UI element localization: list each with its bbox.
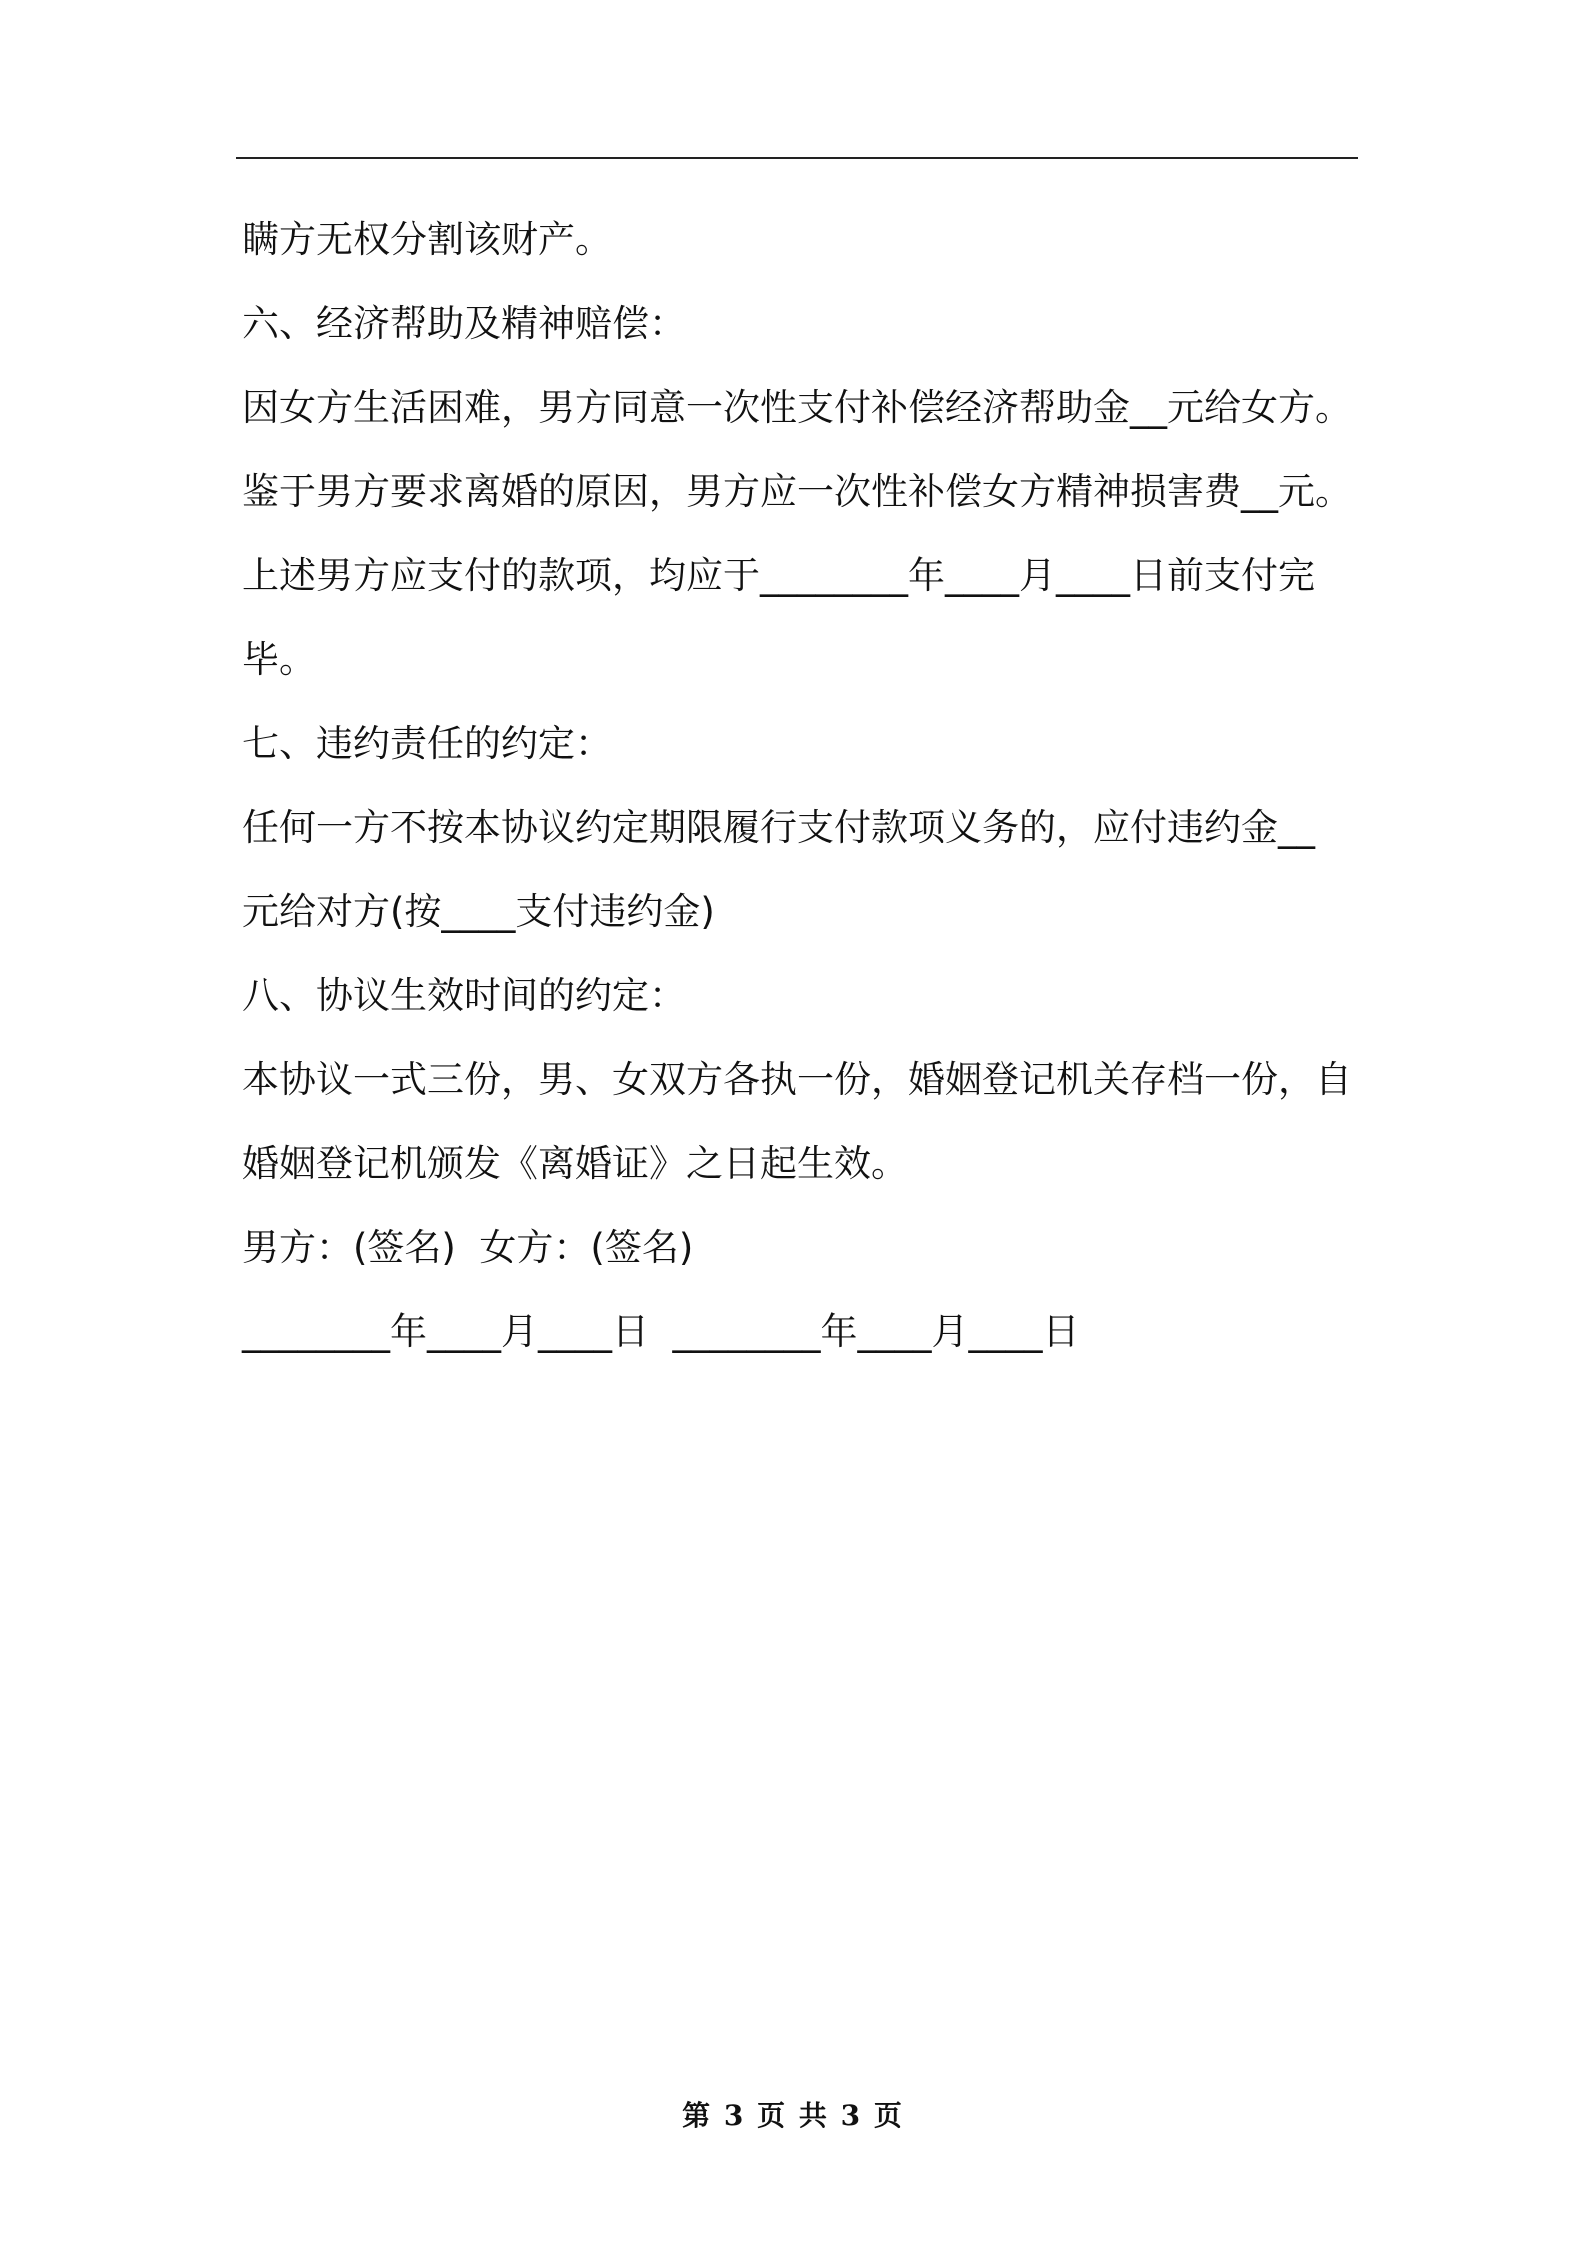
paragraph-line: 瞒方无权分割该财产。 <box>242 218 612 261</box>
paragraph-line: 因女方生活困难，男方同意一次性支付补偿经济帮助金__元给女方。 <box>242 386 1352 429</box>
paragraph-line: 任何一方不按本协议约定期限履行支付款项义务的，应付违约金__ <box>242 806 1315 849</box>
date-line: ________年____月____日 ________年____月____日 <box>242 1310 1080 1353</box>
paragraph-line: 婚姻登记机颁发《离婚证》之日起生效。 <box>242 1142 908 1185</box>
section-heading-8: 八、协议生效时间的约定： <box>242 974 686 1017</box>
header-rule <box>236 157 1358 159</box>
section-heading-7: 七、违约责任的约定： <box>242 722 612 765</box>
signature-line: 男方：(签名) 女方：(签名) <box>242 1226 694 1269</box>
paragraph-line: 本协议一式三份，男、女双方各执一份，婚姻登记机关存档一份，自 <box>242 1058 1352 1101</box>
paragraph-line: 上述男方应支付的款项，均应于________年____月____日前支付完 <box>242 554 1315 597</box>
paragraph-line: 毕。 <box>242 638 316 681</box>
page-number: 第 3 页 共 3 页 <box>682 2099 904 2132</box>
document-body <box>242 198 1360 1374</box>
paragraph-line: 元给对方(按____支付违约金) <box>242 890 715 933</box>
paragraph-line: 鉴于男方要求离婚的原因，男方应一次性补偿女方精神损害费__元。 <box>242 470 1352 513</box>
section-heading-6: 六、经济帮助及精神赔偿： <box>242 302 686 345</box>
